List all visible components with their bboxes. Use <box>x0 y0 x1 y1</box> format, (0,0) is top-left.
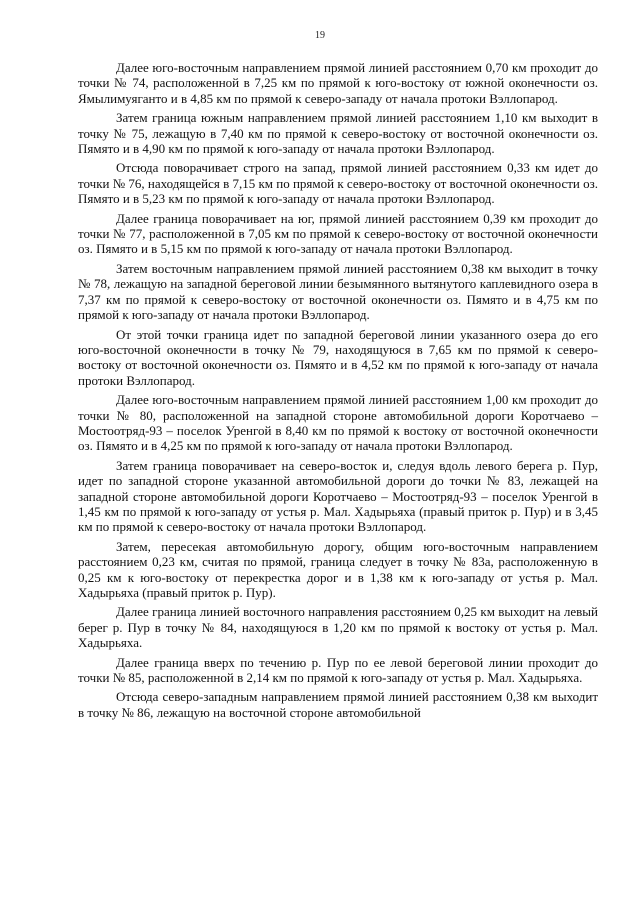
paragraph: Далее юго-восточным направлением прямой линией расстоянием 0,70 км проходит до точки № 74, расположенной в 7,25 км по прямой к юго-востоку от южной оконечности оз. Ямылимуяганто и в 4,85 км по прямой к северо-западу от начала протоки Вэллопарод. <box>78 60 598 106</box>
paragraph: Далее юго-восточным направлением прямой линией расстоянием 1,00 км проходит до точки № 80, расположенной на западной стороне автомобильной дороги Коротчаево – Мостоотряд-93 – поселок Уренгой в 8,40 км по прямой к востоку от восточной оконечности оз. Пямято и в 4,25 км по прямой к юго-западу от начала протоки Вэллопарод. <box>78 392 598 454</box>
paragraph: Затем восточным направлением прямой линией расстоянием 0,38 км выходит в точку № 78, лежащую на западной береговой линии безымянного вытянутого каплевидного озера в 7,37 км по прямой к северо-востоку от восточной оконечности оз. Пямято и в 4,75 км по прямой к юго-западу от начала протоки Вэллопарод. <box>78 260 598 323</box>
paragraph: Затем, пересекая автомобильную дорогу, общим юго-восточным направлением расстоянием 0,23 км, считая по прямой, граница следует в точку № 83а, расположенную в 0,25 км к юго-востоку от перекрестка дорог и в 1,38 км к юго-западу от устья р. Мал. Хадырьяха (правый приток р. Пур). <box>78 538 598 600</box>
paragraph: Далее граница вверх по течению р. Пур по ее левой береговой линии проходит до точки № 85, расположенной в 2,14 км по прямой к юго-западу от устья р. Мал. Хадырьяха. <box>78 654 598 686</box>
paragraph: Далее граница поворачивает на юг, прямой линией расстоянием 0,39 км проходит до точки № 77, расположенной в 7,05 км по прямой к северо-востоку от восточной оконечности оз. Пямято и в 5,15 км по прямой к юго-западу от начала протоки Вэллопарод. <box>78 210 598 257</box>
paragraph: Затем граница поворачивает на северо-восток и, следуя вдоль левого берега р. Пур, идет по западной стороне указанной автомобильной дороги до точки № 83, лежащей на западной стороне автомобильной дороги Коротчаево – Мостоотряд-93 – поселок Уренгой в 1,45 км по прямой к юго-западу от устья р. Мал. Хадырьяха (правый приток р. Пур) и в 3,45 км по прямой к северо-востоку от начала протоки Вэллопарод. <box>78 457 598 535</box>
page-number: 19 <box>315 30 325 41</box>
paragraph: Отсюда поворачивает строго на запад, прямой линией расстоянием 0,33 км идет до точки № 76, находящейся в 7,15 км по прямой к северо-востоку от восточной оконечности оз. Пямято и в 5,23 км по прямой к юго-западу от начала протоки Вэллопарод. <box>78 160 598 207</box>
paragraph: От этой точки граница идет по западной береговой линии указанного озера до его юго-восточной оконечности в точку № 79, находящуюся в 7,65 км по прямой к северо-востоку от восточной оконечности оз. Пямято и в 4,52 км по прямой к юго-западу от начала протоки Вэллопарод. <box>78 326 598 388</box>
paragraph: Далее граница линией восточного направления расстоянием 0,25 км выходит на левый берег р. Пур в точку № 84, находящуюся в 1,20 км по прямой к востоку от устья р. Мал. Хадырьяха. <box>78 604 598 651</box>
document-body <box>78 60 598 724</box>
paragraph: Затем граница южным направлением прямой линией расстоянием 1,10 км выходит в точку № 75, лежащую в 7,40 км по прямой к северо-востоку от восточной оконечности оз. Пямято и в 4,90 км по прямой к юго-западу от начала протоки Вэллопарод. <box>78 110 598 157</box>
paragraph: Отсюда северо-западным направлением прямой линией расстоянием 0,38 км выходит в точку № 86, лежащую на восточной стороне автомобильной <box>78 689 598 720</box>
